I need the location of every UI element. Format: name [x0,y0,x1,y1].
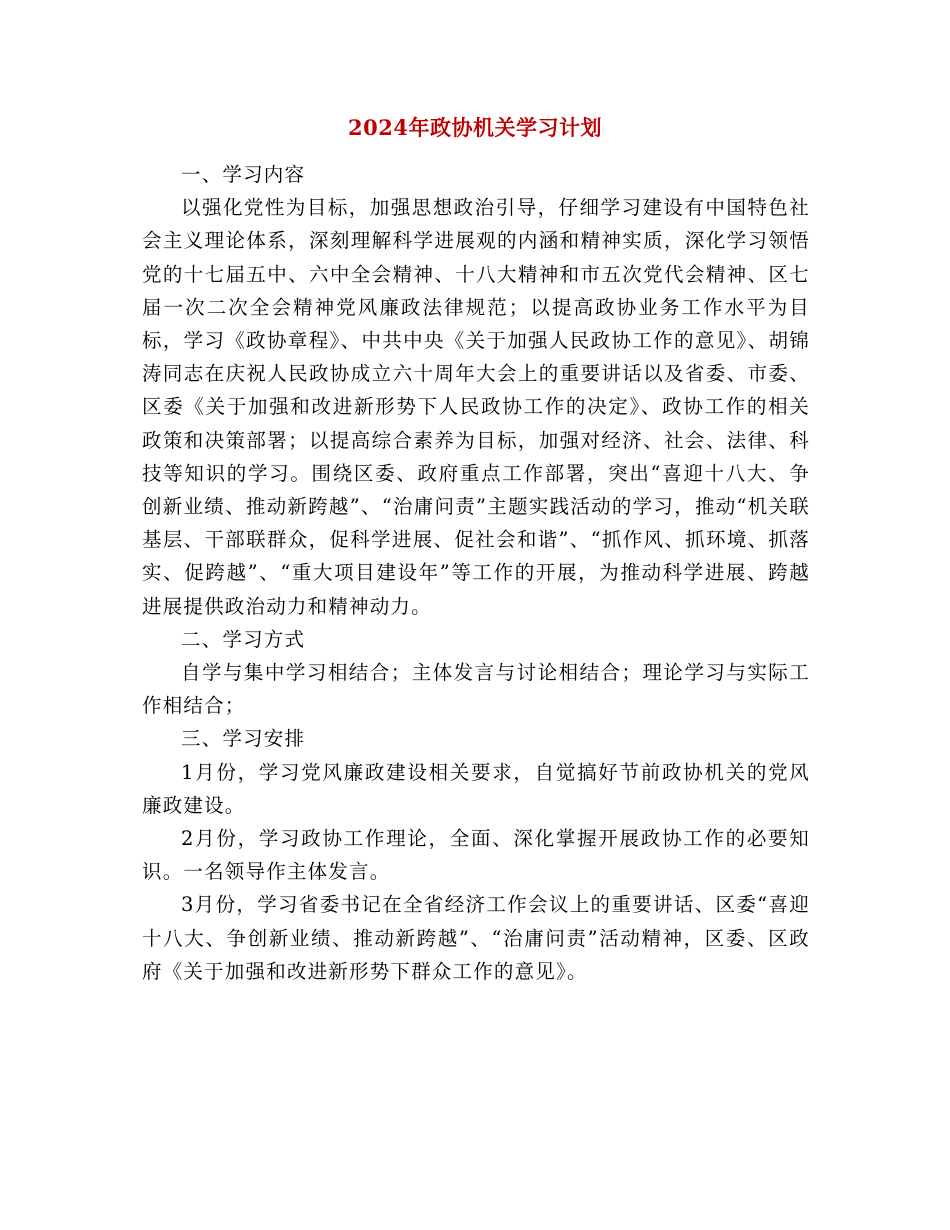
document-title: 2024年政协机关学习计划 [348,115,602,140]
section-heading-study-content: 一、学习内容 [181,163,306,186]
paragraph-january: 1月份，学习党风廉政建设相关要求，自觉搞好节前政协机关的党风廉政建设。 [142,760,810,817]
paragraph-study-method: 自学与集中学习相结合；主体发言与讨论相结合；理论学习与实际工作相结合； [142,661,810,718]
paragraph-study-content: 以强化党性为目标，加强思想政治引导，仔细学习建设有中国特色社会主义理论体系，深刻理解科学进展观的内涵和精神实质，深化学习领悟党的十七届五中、六中全会精神、十八大精神和市五次党代会精神、区七届一次二次全会精神党风廉政法律规范；以提高政协业务工作水平为目标，学习《政协章程》、中共中央《关于加强人民政协工作的意见》、胡锦涛同志在庆祝人民政协成立六十周年大会上的重要讲话以及省委、市委、区委《关于加强和改进新形势下人民政协工作的决定》、政协工作的相关政策和决策部署；以提高综合素养为目标，加强对经济、社会、法律、科技等知识的学习。围绕区委、政府重点工作部署，突出“喜迎十八大、争创新业绩、推动新跨越”、“治庸问责”主题实践活动的学习，推动“机关联基层、干部联群众，促科学进展、促社会和谐”、“抓作风、抓环境、抓落实、促跨越”、“重大项目建设年”等工作的开展，为推动科学进展、跨越进展提供政治动力和精神动力。 [142,196,810,618]
document-body [142,158,810,988]
section-heading-study-schedule: 三、学习安排 [181,727,306,751]
section-heading-study-method: 二、学习方式 [181,627,306,651]
paragraph-february: 2月份，学习政协工作理论，全面、深化掌握开展政协工作的必要知识。一名领导作主体发言。 [142,827,810,884]
paragraph-march: 3月份，学习省委书记在全省经济工作会议上的重要讲话、区委“喜迎十八大、争创新业绩、推动新跨越”、“治庸问责”活动精神，区委、区政府《关于加强和改进新形势下群众工作的意见》。 [142,893,810,983]
